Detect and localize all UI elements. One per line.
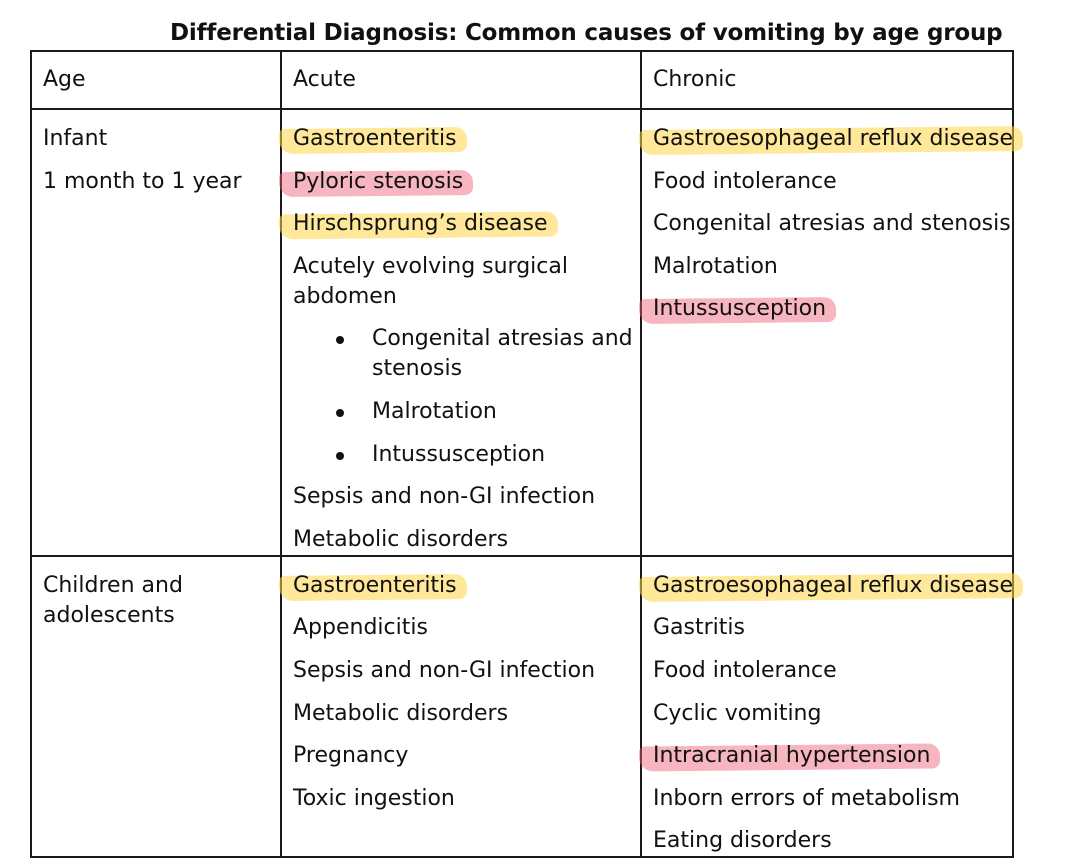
bullet-item: Intussusception <box>293 440 634 470</box>
list-item: Malrotation <box>653 253 778 279</box>
list-item: Gastroesophageal reflux disease <box>653 126 1014 151</box>
bullet-item: Malrotation <box>293 397 634 427</box>
age-line: Infant <box>43 126 108 151</box>
header-row <box>31 51 1013 109</box>
header-age-label: Age <box>43 67 86 92</box>
list-item: Inborn errors of metabolism <box>653 785 960 811</box>
age-line: Children and adolescents <box>43 572 183 628</box>
header-chronic-label: Chronic <box>653 67 737 92</box>
bullet-item: Congenital atresias and stenosis <box>293 324 634 384</box>
list-item: Food intolerance <box>653 168 837 194</box>
header-age <box>31 51 281 109</box>
header-acute-label: Acute <box>293 67 356 92</box>
differential-diagnosis-table <box>30 50 1014 858</box>
list-item: Eating disorders <box>653 828 832 854</box>
list-item: Gastroenteritis <box>293 126 457 151</box>
chronic-cell-children <box>641 556 1013 858</box>
chronic-cell-infant <box>641 109 1013 556</box>
list-item: Congenital atresias and stenosis <box>653 211 1011 237</box>
list-item: Sepsis and non-GI infection <box>293 657 596 683</box>
row-children <box>31 556 1013 858</box>
list-item: Hirschsprung’s disease <box>293 211 548 237</box>
list-item: Intussusception <box>653 296 827 322</box>
list-item: Cyclic vomiting <box>653 700 822 726</box>
list-item: Toxic ingestion <box>293 785 455 811</box>
list-item: Gastritis <box>653 615 745 641</box>
list-item: Gastroesophageal reflux disease <box>653 572 1014 598</box>
age-line: 1 month to 1 year <box>43 168 242 194</box>
row-infant <box>31 109 1013 556</box>
list-item: Appendicitis <box>293 615 428 641</box>
list-item: Pregnancy <box>293 743 409 769</box>
list-item: Food intolerance <box>653 657 837 683</box>
acute-cell-infant <box>281 109 641 556</box>
header-chronic <box>641 51 1013 109</box>
document-title: Differential Diagnosis: Common causes of vomiting by age group <box>170 20 1003 46</box>
list-item: Acutely evolving surgical abdomen <box>293 253 568 309</box>
age-cell-children <box>31 556 281 858</box>
list-item: Metabolic disorders <box>293 526 509 552</box>
list-item: Pyloric stenosis <box>293 168 464 194</box>
list-item: Sepsis and non-GI infection <box>293 484 596 510</box>
header-acute <box>281 51 641 109</box>
list-item: Gastroenteritis <box>293 572 457 598</box>
acute-cell-children <box>281 556 641 858</box>
list-item: Metabolic disorders <box>293 700 509 726</box>
age-cell-infant <box>31 109 281 556</box>
list-item: Intracranial hypertension <box>653 743 931 769</box>
